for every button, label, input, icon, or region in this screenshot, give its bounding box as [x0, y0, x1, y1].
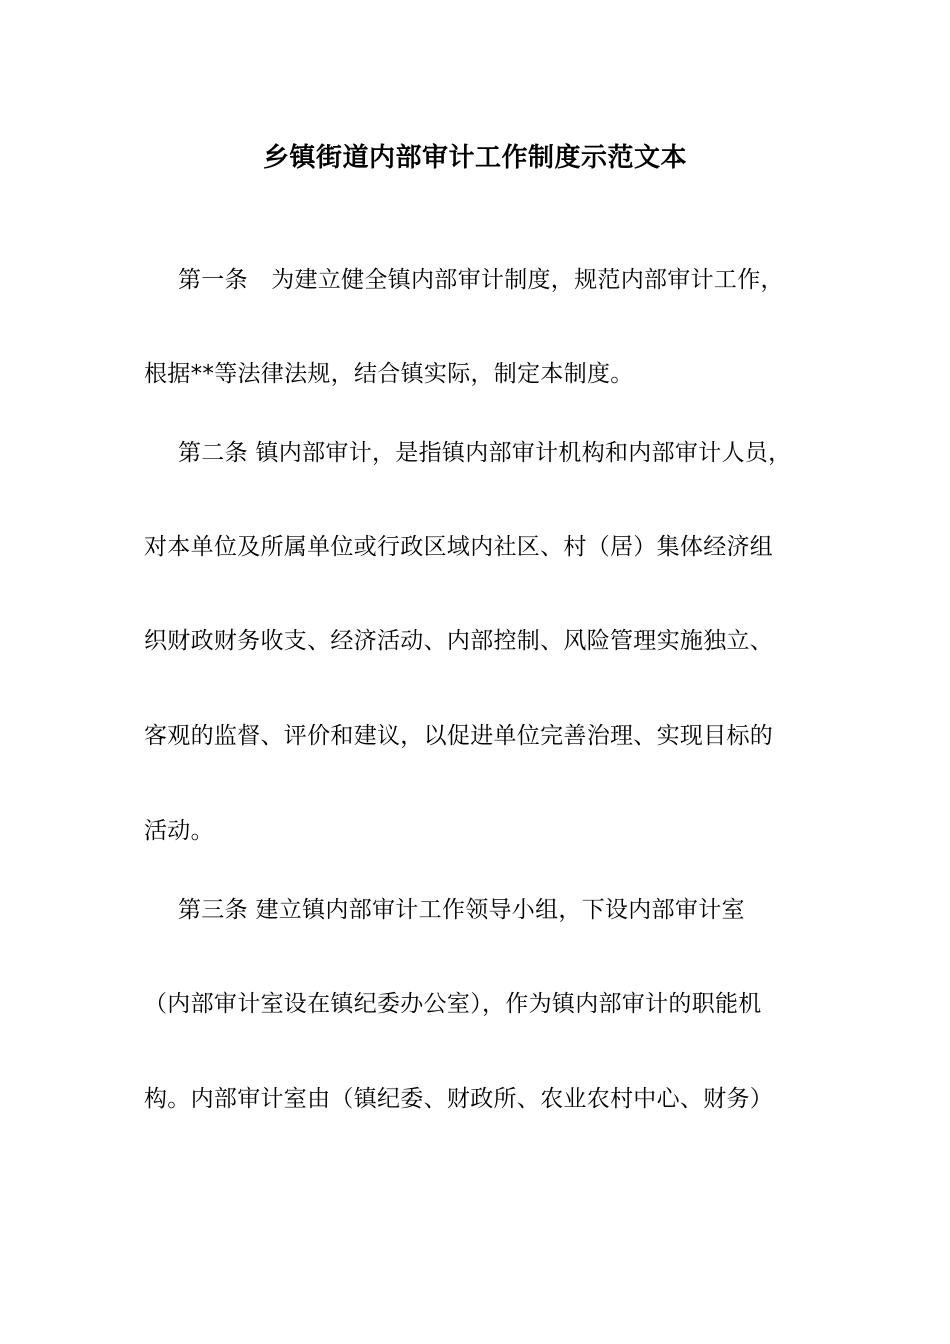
article-3-line-1: 第三条 建立镇内部审计工作领导小组，下设内部审计室	[178, 897, 745, 923]
article-1-line-1: 第一条 为建立健全镇内部审计制度，规范内部审计工作，	[178, 267, 784, 293]
article-2-line-1: 第二条 镇内部审计，是指镇内部审计机构和内部审计人员，	[178, 440, 792, 466]
article-2-line-4: 客观的监督、评价和建议，以促进单位完善治理、实现目标的	[144, 723, 774, 749]
article-3-line-2: （内部审计室设在镇纪委办公室），作为镇内部审计的职能机	[144, 991, 762, 1017]
article-2-line-5: 活动。	[144, 818, 214, 844]
document-title: 乡镇街道内部审计工作制度示范文本	[262, 143, 687, 173]
article-1-line-2: 根据**等法律法规，结合镇实际，制定本制度。	[144, 361, 634, 387]
article-2-line-3: 织财政财务收支、经济活动、内部控制、风险管理实施独立、	[144, 628, 774, 654]
article-2-line-2: 对本单位及所属单位或行政区域内社区、村（居）集体经济组	[144, 534, 774, 560]
article-3-line-3: 构。内部审计室由（镇纪委、财政所、农业农村中心、财务）	[144, 1086, 774, 1112]
